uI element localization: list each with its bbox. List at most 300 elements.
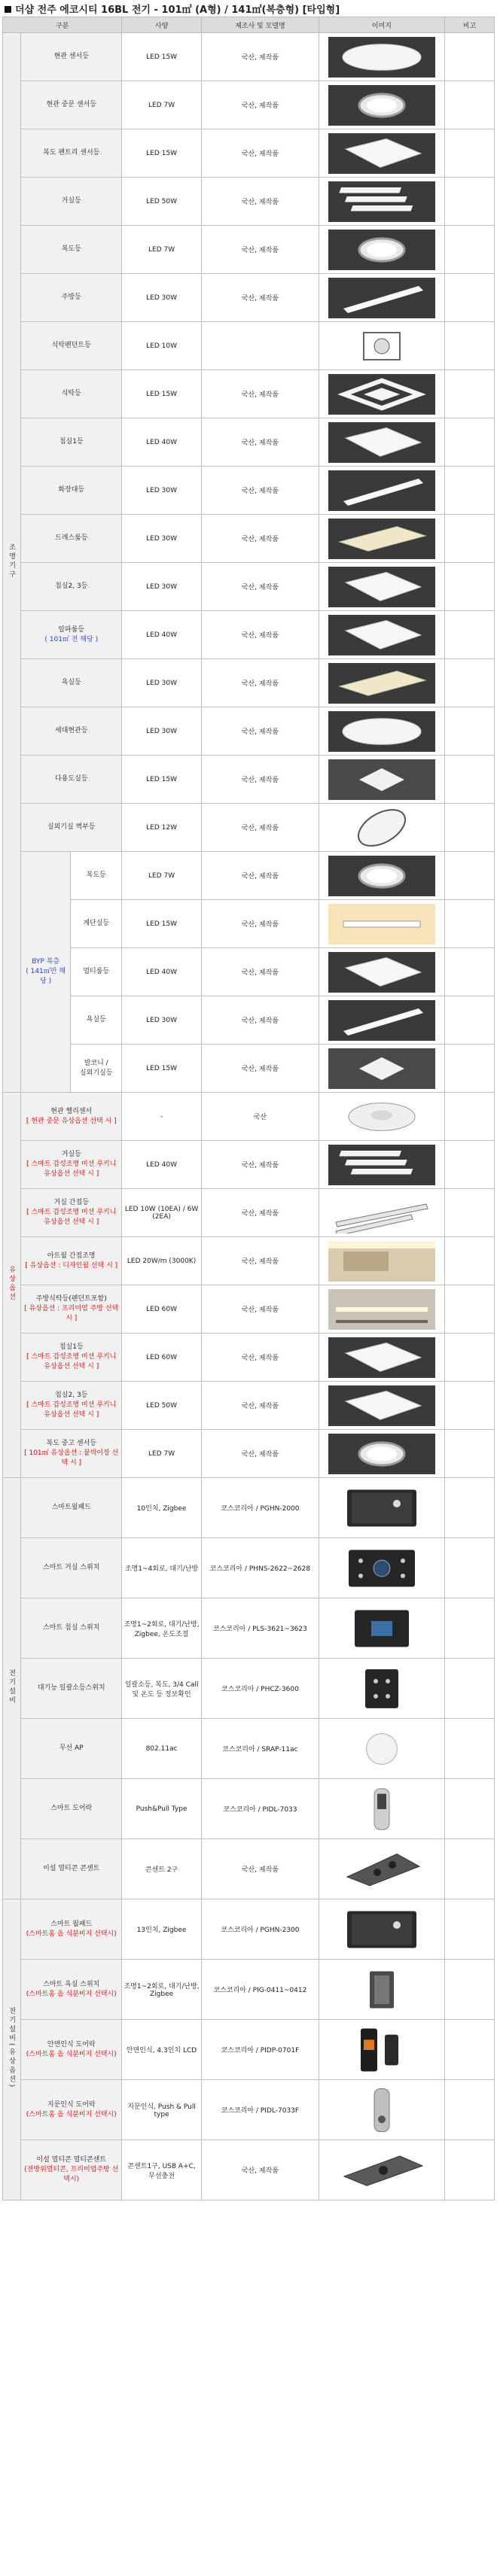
item-note <box>445 1659 495 1719</box>
item-maker: 국산, 제작품 <box>201 81 319 129</box>
item-name-line: 침실1등 <box>59 1343 84 1351</box>
item-image <box>319 2080 444 2140</box>
item-note <box>445 2080 495 2140</box>
table-row <box>3 1538 495 1598</box>
item-image <box>319 274 444 322</box>
item-name-line: 복도 팬트리 센서등 <box>43 149 100 157</box>
option-condition: [ 스마트 감성조명 미션 루키니 <box>26 1209 117 1216</box>
section-electric-option <box>3 1899 21 2200</box>
item-note <box>445 2140 495 2200</box>
item-name <box>21 33 122 81</box>
item-maker: 코스코리아 / PIDL-7033 <box>201 1779 319 1839</box>
item-note <box>445 1045 495 1093</box>
item-note <box>445 178 495 226</box>
item-name-line: 세대현관등 <box>55 727 88 734</box>
item-name <box>21 1382 122 1430</box>
item-spec: LED 7W <box>122 81 202 129</box>
item-note <box>445 1382 495 1430</box>
item-maker: 국산 <box>201 1093 319 1141</box>
indirect-light-icon <box>328 1241 435 1282</box>
table-row <box>3 467 495 515</box>
switch-panel-icon <box>328 1543 435 1594</box>
small-square-icon <box>328 1048 435 1089</box>
table-row <box>3 1430 495 1478</box>
table-row <box>3 1237 495 1285</box>
item-note <box>445 1430 495 1478</box>
byp-label: BYP 복층 <box>32 958 60 966</box>
item-maker: 국산, 제작품 <box>201 370 319 418</box>
linear-light-icon <box>328 278 435 318</box>
item-spec: LED 40W <box>122 611 202 659</box>
item-name <box>21 1189 122 1237</box>
multi-outlet-icon <box>328 2145 435 2196</box>
item-spec: 지문인식, Push & Pull type <box>122 2080 202 2140</box>
item-image <box>319 1382 444 1430</box>
square-frame-icon <box>328 374 435 415</box>
access-point-icon <box>328 1723 435 1775</box>
item-note <box>445 659 495 707</box>
table-row <box>3 1189 495 1237</box>
item-spec: LED 7W <box>122 226 202 274</box>
section-label: 유상옵션 <box>8 1266 16 1302</box>
item-spec: - <box>122 1093 202 1141</box>
item-name-line: 스마트 월패드 <box>50 1920 93 1928</box>
item-name-line: 복도등 <box>86 871 106 879</box>
header-maker: 제조사 및 모델명 <box>201 17 319 33</box>
item-image <box>319 707 444 756</box>
item-name <box>21 563 122 611</box>
table-row <box>3 1719 495 1779</box>
item-name <box>21 370 122 418</box>
table-row <box>3 370 495 418</box>
option-condition: (스마트홈 옵 식분비지 선택시) <box>26 2110 117 2118</box>
item-image <box>319 852 444 900</box>
item-note <box>445 1598 495 1659</box>
item-name-line: 안면인식 도어락 <box>47 2040 96 2048</box>
item-image <box>319 611 444 659</box>
option-condition: (스마트홈 옵 식분비지 선택시) <box>26 1990 117 1998</box>
item-image <box>319 563 444 611</box>
item-maker: 국산, 제작품 <box>201 948 319 996</box>
item-spec: LED 15W <box>122 1045 202 1093</box>
item-name <box>21 1141 122 1189</box>
item-spec: LED 10W <box>122 322 202 370</box>
item-spec: LED 7W <box>122 852 202 900</box>
section-electric <box>3 1478 21 1899</box>
header-row <box>3 17 495 33</box>
item-name-line: 이설 멀티콘 콘센트 <box>43 1865 100 1872</box>
item-name-line: 알파룸등 <box>58 625 85 634</box>
item-maker: 코스코리아 / PIDL-7033F <box>201 2080 319 2140</box>
item-image <box>319 1538 444 1598</box>
item-note <box>445 1960 495 2020</box>
item-note <box>445 370 495 418</box>
item-note <box>445 322 495 370</box>
item-name-line: 식탁등 <box>61 390 81 397</box>
item-name <box>21 707 122 756</box>
floor-outlet-icon <box>328 1844 435 1895</box>
item-image <box>319 1719 444 1779</box>
round-panel-icon <box>328 37 435 78</box>
item-maker: 국산, 제작품 <box>201 1285 319 1334</box>
item-image <box>319 948 444 996</box>
item-name <box>21 1899 122 1960</box>
item-image <box>319 804 444 852</box>
item-note <box>445 1538 495 1598</box>
item-name <box>21 178 122 226</box>
item-note <box>445 852 495 900</box>
item-spec: LED 40W <box>122 1141 202 1189</box>
item-maker: 국산, 제작품 <box>201 611 319 659</box>
item-maker: 국산, 제작품 <box>201 1045 319 1093</box>
item-spec: LED 30W <box>122 467 202 515</box>
item-name-line: 무선 AP <box>59 1744 84 1752</box>
item-spec: LED 40W <box>122 948 202 996</box>
item-note <box>445 1334 495 1382</box>
multi-panel-icon <box>328 181 435 222</box>
item-maker: 국산, 제작품 <box>201 129 319 178</box>
item-note <box>445 1719 495 1779</box>
item-note <box>445 129 495 178</box>
table-row <box>3 1285 495 1334</box>
item-spec: LED 40W <box>122 418 202 467</box>
item-spec: LED 15W <box>122 370 202 418</box>
item-image <box>319 226 444 274</box>
item-spec: 콘센트 2구 <box>122 1839 202 1899</box>
item-name <box>21 1334 122 1382</box>
table-row <box>3 948 495 996</box>
item-name-line: 거실 간접등 <box>53 1199 89 1206</box>
section-label: 전기설비 <box>8 1669 16 1705</box>
section-lighting <box>3 33 21 1093</box>
multi-panel-icon <box>328 1145 435 1185</box>
item-spec: 안면인식, 4.3인치 LCD <box>122 2020 202 2080</box>
item-spec: LED 15W <box>122 756 202 804</box>
item-name-line: 실외기실등 <box>79 1069 113 1077</box>
face-lock-icon <box>328 2024 435 2076</box>
item-maker: 국산, 제작품 <box>201 178 319 226</box>
item-maker: 국산, 제작품 <box>201 659 319 707</box>
item-name-line: 현관 센서등 <box>53 53 89 60</box>
item-note <box>445 418 495 467</box>
table-row <box>3 1839 495 1899</box>
square-panel-icon <box>328 567 435 607</box>
item-image <box>319 1598 444 1659</box>
table-row <box>3 226 495 274</box>
item-spec: LED 20W/m (3000K) <box>122 1237 202 1285</box>
item-name-line: ( 101㎡ 전 해당 ) <box>44 635 99 643</box>
item-name <box>21 659 122 707</box>
option-condition: (스마트홈 옵 식분비지 선택시) <box>26 1930 117 1938</box>
item-note <box>445 81 495 129</box>
table-row <box>3 1478 495 1538</box>
item-name-line: 거실등 <box>61 1151 81 1158</box>
pendant-icon <box>328 1289 435 1330</box>
table-row <box>3 178 495 226</box>
item-maker: 국산, 제작품 <box>201 563 319 611</box>
item-spec: LED 60W <box>122 1285 202 1334</box>
round-panel-icon <box>328 711 435 752</box>
item-spec: 802.11ac <box>122 1719 202 1779</box>
table-row <box>3 707 495 756</box>
item-name <box>21 226 122 274</box>
item-image <box>319 996 444 1045</box>
item-name <box>21 467 122 515</box>
item-note <box>445 467 495 515</box>
square-panel-icon <box>328 133 435 174</box>
item-spec: LED 30W <box>122 515 202 563</box>
table-row <box>3 852 495 900</box>
rail-icon <box>328 1193 435 1233</box>
item-note <box>445 1141 495 1189</box>
item-maker: 국산, 제작품 <box>201 1334 319 1382</box>
table-row <box>3 1334 495 1382</box>
item-name <box>21 2020 122 2080</box>
wallpad-icon <box>328 1483 435 1534</box>
item-name <box>21 1659 122 1719</box>
item-note <box>445 2020 495 2080</box>
table-row <box>3 804 495 852</box>
item-image <box>319 1045 444 1093</box>
downlight-icon <box>328 230 435 270</box>
spec-table <box>2 17 495 2200</box>
item-name-line: 현관 중문 센서등 <box>46 101 97 108</box>
item-name-line: 스마트 거실 스위치 <box>43 1564 100 1571</box>
item-image <box>319 129 444 178</box>
item-name <box>71 996 122 1045</box>
wallpad-icon <box>328 1904 435 1955</box>
item-name-line: 거실등 <box>61 197 81 205</box>
item-maker: 국산, 제작품 <box>201 1839 319 1899</box>
item-name-line: 침실2, 3등 <box>55 582 88 590</box>
item-image <box>319 1779 444 1839</box>
table-row <box>3 1779 495 1839</box>
square-panel-icon <box>328 615 435 655</box>
item-name <box>71 1045 122 1093</box>
item-spec: 콘센트1구, USB A+C, 무선충전 <box>122 2140 202 2200</box>
item-note <box>445 563 495 611</box>
touch-switch-icon <box>328 1663 435 1714</box>
item-name <box>21 81 122 129</box>
downlight-icon <box>328 856 435 896</box>
item-maker: 국산, 제작품 <box>201 707 319 756</box>
item-spec: LED 30W <box>122 274 202 322</box>
option-condition: [ 스마트 감성조명 미션 루키니 <box>26 1160 117 1168</box>
item-maker: 코스코리아 / SRAP-11ac <box>201 1719 319 1779</box>
item-image <box>319 515 444 563</box>
item-name <box>21 1285 122 1334</box>
item-maker: 코스코리아 / PGHN-2300 <box>201 1899 319 1960</box>
table-row <box>3 418 495 467</box>
item-note <box>445 1285 495 1334</box>
item-name <box>21 274 122 322</box>
item-note <box>445 1839 495 1899</box>
square-downlight-icon <box>328 326 435 366</box>
item-name <box>21 1960 122 2020</box>
item-maker <box>201 322 319 370</box>
table-row <box>3 1960 495 2020</box>
table-row <box>3 1093 495 1141</box>
item-name-line: 식탁펜던트등 <box>51 342 91 349</box>
item-name-line: 욕실등 <box>61 679 81 686</box>
item-name-line: 주방등 <box>61 293 81 301</box>
rect-panel-icon <box>328 663 435 704</box>
wall-round-icon <box>328 807 435 848</box>
item-image <box>319 1141 444 1189</box>
item-name <box>21 804 122 852</box>
item-name-line: 멀티룸등 <box>83 968 110 975</box>
bath-switch-icon <box>328 1964 435 2015</box>
item-note <box>445 515 495 563</box>
byp-group <box>21 852 71 1093</box>
item-image <box>319 2140 444 2200</box>
item-spec: 조명1~2회로, 대기/난방, Zigbee <box>122 1960 202 2020</box>
item-note <box>445 1093 495 1141</box>
item-image <box>319 1093 444 1141</box>
option-condition: 유상옵션 선택 시 ] <box>44 1170 99 1178</box>
item-name-line: 주방식탁등(펜던트포함) <box>35 1295 107 1303</box>
item-image <box>319 370 444 418</box>
table-row <box>3 322 495 370</box>
item-spec: 10인치, Zigbee <box>122 1478 202 1538</box>
linear-light-icon <box>328 470 435 511</box>
item-maker: 국산, 제작품 <box>201 515 319 563</box>
item-spec: LED 30W <box>122 563 202 611</box>
item-note <box>445 1899 495 1960</box>
table-row <box>3 1598 495 1659</box>
table-row <box>3 129 495 178</box>
item-note <box>445 707 495 756</box>
item-spec: LED 15W <box>122 33 202 81</box>
table-row <box>3 274 495 322</box>
item-spec: LED 60W <box>122 1334 202 1382</box>
item-name-line: 현관 헬리센서 <box>50 1107 93 1115</box>
item-name <box>21 1598 122 1659</box>
table-row <box>3 611 495 659</box>
header-image: 이미지 <box>319 17 444 33</box>
header-spec: 사양 <box>122 17 202 33</box>
table-row <box>3 2140 495 2200</box>
item-maker: 국산, 제작품 <box>201 1237 319 1285</box>
item-maker: 국산, 제작품 <box>201 996 319 1045</box>
item-name-line: 침실2, 3등 <box>55 1391 88 1399</box>
item-spec: LED 15W <box>122 900 202 948</box>
item-image <box>319 1659 444 1719</box>
item-image <box>319 1189 444 1237</box>
item-maker: 코스코리아 / PHCZ-3600 <box>201 1659 319 1719</box>
byp-sub: ( 141㎡만 해당 ) <box>26 968 66 985</box>
item-name-line: 복도등 <box>61 245 81 253</box>
table-row <box>3 2080 495 2140</box>
table-row <box>3 1382 495 1430</box>
item-image <box>319 178 444 226</box>
item-spec: LED 30W <box>122 996 202 1045</box>
item-image <box>319 1334 444 1382</box>
small-square-icon <box>328 759 435 800</box>
item-maker: 코스코리아 / PHNS-2622~2628 <box>201 1538 319 1598</box>
table-row <box>3 996 495 1045</box>
item-note <box>445 756 495 804</box>
item-note <box>445 804 495 852</box>
item-name <box>71 948 122 996</box>
item-note <box>445 900 495 948</box>
item-maker: 국산, 제작품 <box>201 804 319 852</box>
option-condition: 유상옵션 선택 시 ] <box>44 1411 99 1419</box>
option-condition: 유상옵션 선택 시 ] <box>44 1363 99 1370</box>
item-name-line: 실외기실 벽부등 <box>47 823 96 831</box>
rect-panel-icon <box>328 519 435 559</box>
title-text: 더샵 전주 에코시티 16BL 전기 - 101㎡ (A형) / 141㎡(복층형) [타입형] <box>15 5 340 16</box>
option-condition: (스마트홈 옵 식분비지 선택시) <box>26 2050 117 2058</box>
table-row <box>3 900 495 948</box>
item-name <box>21 756 122 804</box>
item-image <box>319 1960 444 2020</box>
item-maker: 국산, 제작품 <box>201 467 319 515</box>
sensor-icon <box>328 1096 435 1137</box>
item-name <box>21 322 122 370</box>
item-maker: 국산, 제작품 <box>201 852 319 900</box>
item-maker: 코스코리아 / PGHN-2000 <box>201 1478 319 1538</box>
door-lock-icon <box>328 1784 435 1835</box>
table-row <box>3 1659 495 1719</box>
item-maker: 코스코리아 / PIG-0411~0412 <box>201 1960 319 2020</box>
option-condition: [ 유상옵션 : 프리미엄 주방 선택 시 ] <box>24 1305 119 1322</box>
item-maker: 국산, 제작품 <box>201 900 319 948</box>
downlight-icon <box>328 85 435 126</box>
item-name <box>21 2080 122 2140</box>
item-maker: 국산, 제작품 <box>201 1430 319 1478</box>
item-maker: 국산, 제작품 <box>201 274 319 322</box>
item-name <box>21 418 122 467</box>
item-spec: Push&Pull Type <box>122 1779 202 1839</box>
item-note <box>445 996 495 1045</box>
table-row <box>3 33 495 81</box>
item-name <box>21 129 122 178</box>
item-name-line: 아트월 간접조명 <box>47 1252 96 1260</box>
item-name <box>21 1237 122 1285</box>
item-name <box>21 1839 122 1899</box>
item-note <box>445 1189 495 1237</box>
item-spec: LED 50W <box>122 178 202 226</box>
page-title <box>5 2 340 16</box>
item-spec: LED 15W <box>122 129 202 178</box>
item-name <box>21 515 122 563</box>
item-name <box>21 1779 122 1839</box>
item-name <box>21 1478 122 1538</box>
item-name <box>21 1538 122 1598</box>
item-maker: 국산, 제작품 <box>201 226 319 274</box>
option-condition: [ 현관 중문 유상옵션 선택 시 ] <box>26 1117 117 1125</box>
item-image <box>319 467 444 515</box>
option-condition: [ 유상옵션 : 디자인월 선택 시 ] <box>25 1261 118 1270</box>
item-maker: 국산, 제작품 <box>201 1141 319 1189</box>
item-maker: 국산, 제작품 <box>201 1189 319 1237</box>
linear-light-icon <box>328 1000 435 1041</box>
item-name-line: 스마트월패드 <box>51 1504 91 1511</box>
table-row <box>3 659 495 707</box>
item-name-line: 스마트 도어락 <box>50 1805 93 1812</box>
table-row <box>3 756 495 804</box>
item-note <box>445 33 495 81</box>
item-maker: 국산, 제작품 <box>201 756 319 804</box>
item-spec: LED 30W <box>122 707 202 756</box>
item-name-line: 계단실등 <box>83 920 110 927</box>
item-image <box>319 1237 444 1285</box>
item-name <box>21 2140 122 2200</box>
item-name <box>21 1719 122 1779</box>
option-condition: 유상옵션 선택 시 ] <box>44 1218 99 1226</box>
item-note <box>445 1779 495 1839</box>
